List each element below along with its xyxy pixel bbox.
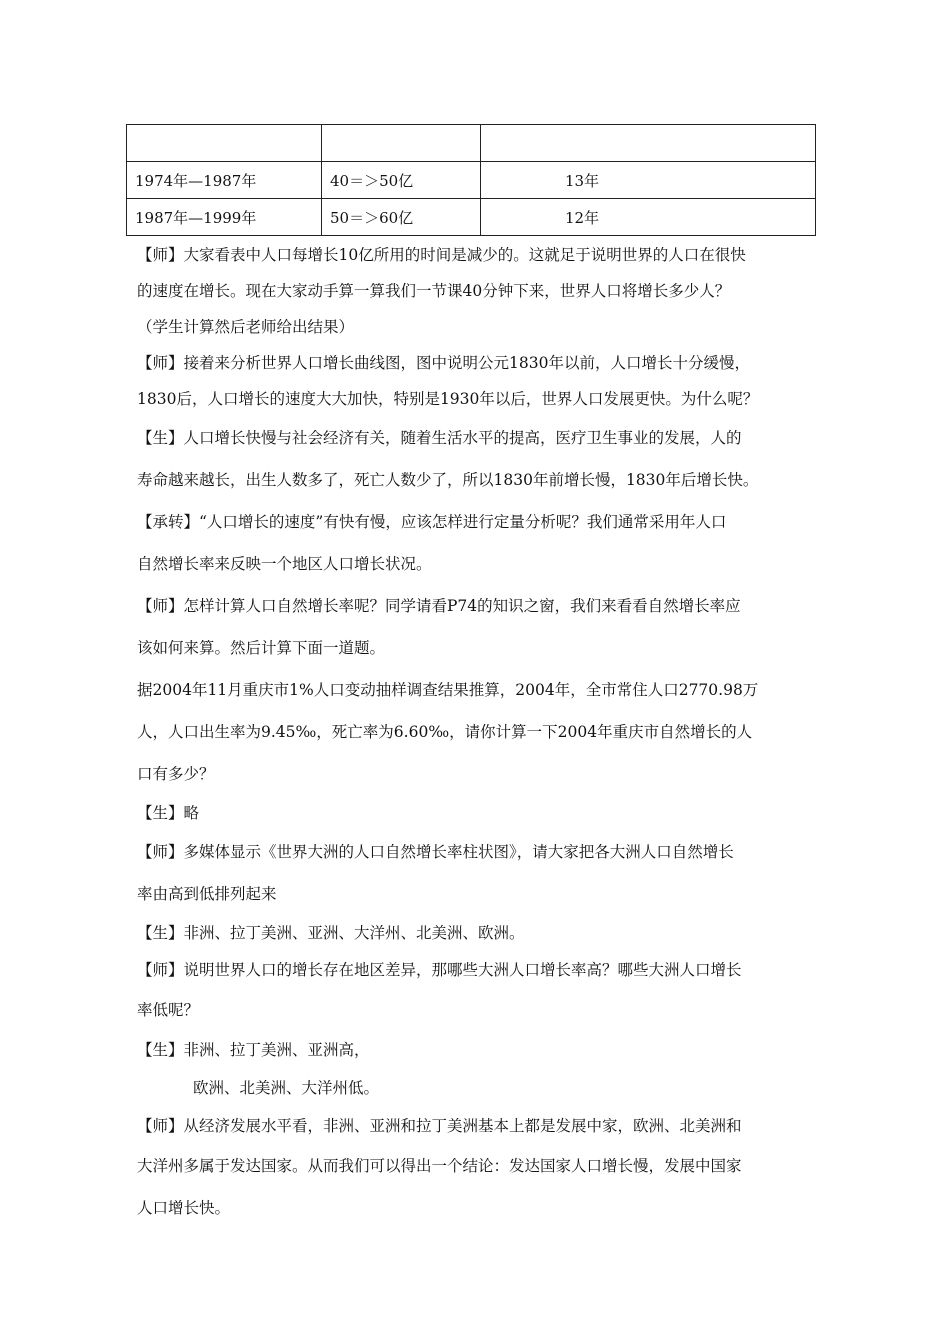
paragraph-line: 率由高到低排列起来 <box>137 885 277 903</box>
paragraph-line: 【生】非洲、拉丁美洲、亚洲、大洋州、北美洲、欧洲。 <box>137 924 525 942</box>
table-row <box>127 162 816 199</box>
paragraph-line: 【师】怎样计算人口自然增长率呢？同学请看P74的知识之窗，我们来看看自然增长率应 <box>137 597 741 615</box>
table-cell <box>481 125 816 162</box>
table-cell-period: 1987年—1999年 <box>127 199 322 236</box>
paragraph-line: 寿命越来越长，出生人数多了，死亡人数少了，所以1830年前增长慢，1830年后增长快。 <box>137 471 759 489</box>
paragraph-line: 人口增长快。 <box>137 1199 231 1217</box>
paragraph-line: 【承转】“人口增长的速度”有快有慢，应该怎样进行定量分析呢？我们通常采用年人口 <box>137 513 727 531</box>
table-cell-population: 40＝＞50亿 <box>322 162 481 199</box>
table-cell-population: 50＝＞60亿 <box>322 199 481 236</box>
paragraph-line: 大洋州多属于发达国家。从而我们可以得出一个结论：发达国家人口增长慢，发展中国家 <box>137 1157 742 1175</box>
table-cell <box>127 125 322 162</box>
paragraph-line: 【师】从经济发展水平看，非洲、亚洲和拉丁美洲基本上都是发展中家，欧洲、北美洲和 <box>137 1117 742 1135</box>
table-row <box>127 125 816 162</box>
paragraph-line: 1830后，人口增长的速度大大加快，特别是1930年以后，世界人口发展更快。为什么呢？ <box>137 390 759 408</box>
paragraph-line: 【师】说明世界人口的增长存在地区差异，那哪些大洲人口增长率高？哪些大洲人口增长 <box>137 961 742 979</box>
table-cell-period: 1974年—1987年 <box>127 162 322 199</box>
lesson-text <box>137 237 827 1229</box>
paragraph-line: 【生】略 <box>137 804 200 822</box>
paragraph-line: 【生】人口增长快慢与社会经济有关，随着生活水平的提高，医疗卫生事业的发展，人的 <box>137 429 742 447</box>
paragraph-line: 该如何来算。然后计算下面一道题。 <box>137 639 386 657</box>
paragraph-line: 【生】非洲、拉丁美洲、亚洲高， <box>137 1041 370 1059</box>
paragraph-line: 人，人口出生率为9.45‰，死亡率为6.60‰，请你计算一下2004年重庆市自然增长的人 <box>137 723 753 741</box>
paragraph-line: 【师】大家看表中人口每增长10亿所用的时间是减少的。这就足于说明世界的人口在很快 <box>137 246 746 264</box>
paragraph-line: （学生计算然后老师给出结果） <box>137 318 355 336</box>
paragraph-line: 【师】接着来分析世界人口增长曲线图，图中说明公元1830年以前，人口增长十分缓慢， <box>137 354 750 372</box>
table-cell-years: 12年 <box>481 199 816 236</box>
paragraph-line: 率低呢？ <box>137 1001 200 1019</box>
paragraph-line: 【师】多媒体显示《世界大洲的人口自然增长率柱状图》，请大家把各大洲人口自然增长 <box>137 843 734 861</box>
population-growth-table <box>126 124 816 236</box>
paragraph-line: 的速度在增长。现在大家动手算一算我们一节课40分钟下来，世界人口将增长多少人？ <box>137 282 731 300</box>
paragraph-line: 据2004年11月重庆市1%人口变动抽样调查结果推算，2004年，全市常住人口2770.98万 <box>137 681 759 699</box>
table-row <box>127 199 816 236</box>
paragraph-line: 口有多少？ <box>137 765 215 783</box>
table-cell-years: 13年 <box>481 162 816 199</box>
table-cell <box>322 125 481 162</box>
paragraph-line: 自然增长率来反映一个地区人口增长状况。 <box>137 555 432 573</box>
paragraph-line: 欧洲、北美洲、大洋州低。 <box>193 1079 380 1097</box>
